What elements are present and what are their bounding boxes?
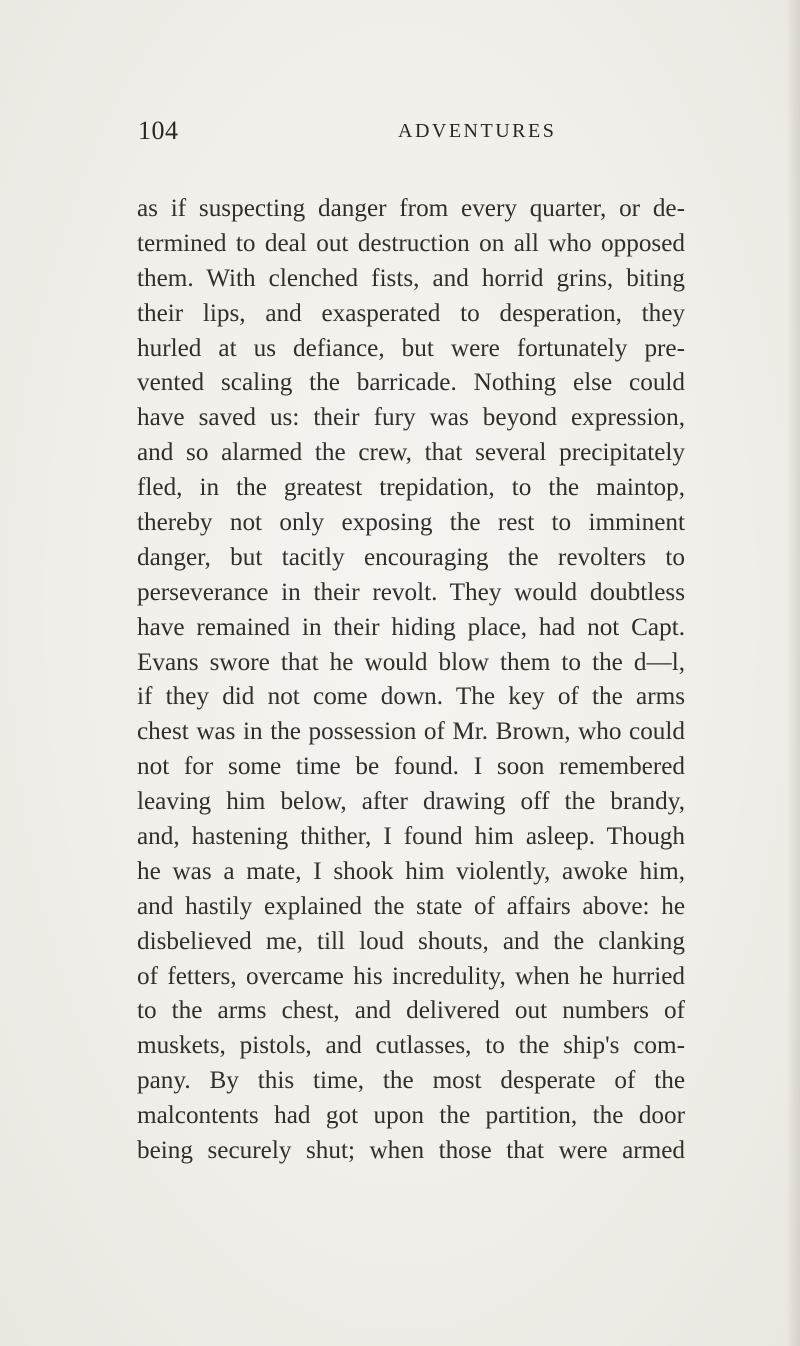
text-line: pany. By this time, the most desperate of the <box>137 1067 685 1095</box>
text-line: to the arms chest, and delivered out numbers of <box>137 997 685 1025</box>
text-line: and so alarmed the crew, that several precipitately <box>137 439 685 467</box>
text-line: termined to deal out destruction on all who opposed <box>137 229 685 257</box>
text-line: thereby not only exposing the rest to imminent <box>137 509 685 537</box>
text-line: have remained in their hiding place, had not Capt. <box>137 613 685 641</box>
text-line: malcontents had got upon the partition, the door <box>137 1102 685 1130</box>
page-edge-shadow <box>786 0 800 1346</box>
text-line: chest was in the possession of Mr. Brown, who could <box>137 718 685 746</box>
text-line: Evans swore that he would blow them to the d—l, <box>137 648 685 676</box>
text-line: not for some time be found. I soon remembered <box>137 753 685 781</box>
text-line: their lips, and exasperated to desperation, they <box>137 299 685 327</box>
text-line: have saved us: their fury was beyond expression, <box>137 404 685 432</box>
text-line: he was a mate, I shook him violently, awoke him, <box>137 857 685 885</box>
text-line: hurled at us defiance, but were fortunately pre- <box>137 334 685 362</box>
text-line: fled, in the greatest trepidation, to the maintop, <box>137 474 685 502</box>
text-line: leaving him below, after drawing off the brandy, <box>137 788 685 816</box>
text-line: disbelieved me, till loud shouts, and the clanking <box>137 927 685 955</box>
running-head: ADVENTURES <box>398 120 557 142</box>
body-text <box>137 192 685 1169</box>
text-line: as if suspecting danger from every quarter, or de- <box>137 195 685 222</box>
text-line: if they did not come down. The key of the arms <box>137 683 685 711</box>
text-line: of fetters, overcame his incredulity, when he hurried <box>137 962 685 990</box>
text-line: perseverance in their revolt. They would doubtless <box>137 578 685 606</box>
page-header <box>0 116 800 156</box>
text-line: them. With clenched fists, and horrid grins, biting <box>137 264 685 292</box>
text-line: muskets, pistols, and cutlasses, to the ship's com- <box>137 1032 685 1060</box>
text-line: and hastily explained the state of affairs above: he <box>137 892 685 920</box>
text-line: and, hastening thither, I found him asleep. Though <box>137 823 685 851</box>
text-line: vented scaling the barricade. Nothing else could <box>137 369 685 397</box>
text-line: being securely shut; when those that were armed <box>137 1137 685 1165</box>
text-line: danger, but tacitly encouraging the revolters to <box>137 543 685 571</box>
page-number: 104 <box>138 116 179 145</box>
